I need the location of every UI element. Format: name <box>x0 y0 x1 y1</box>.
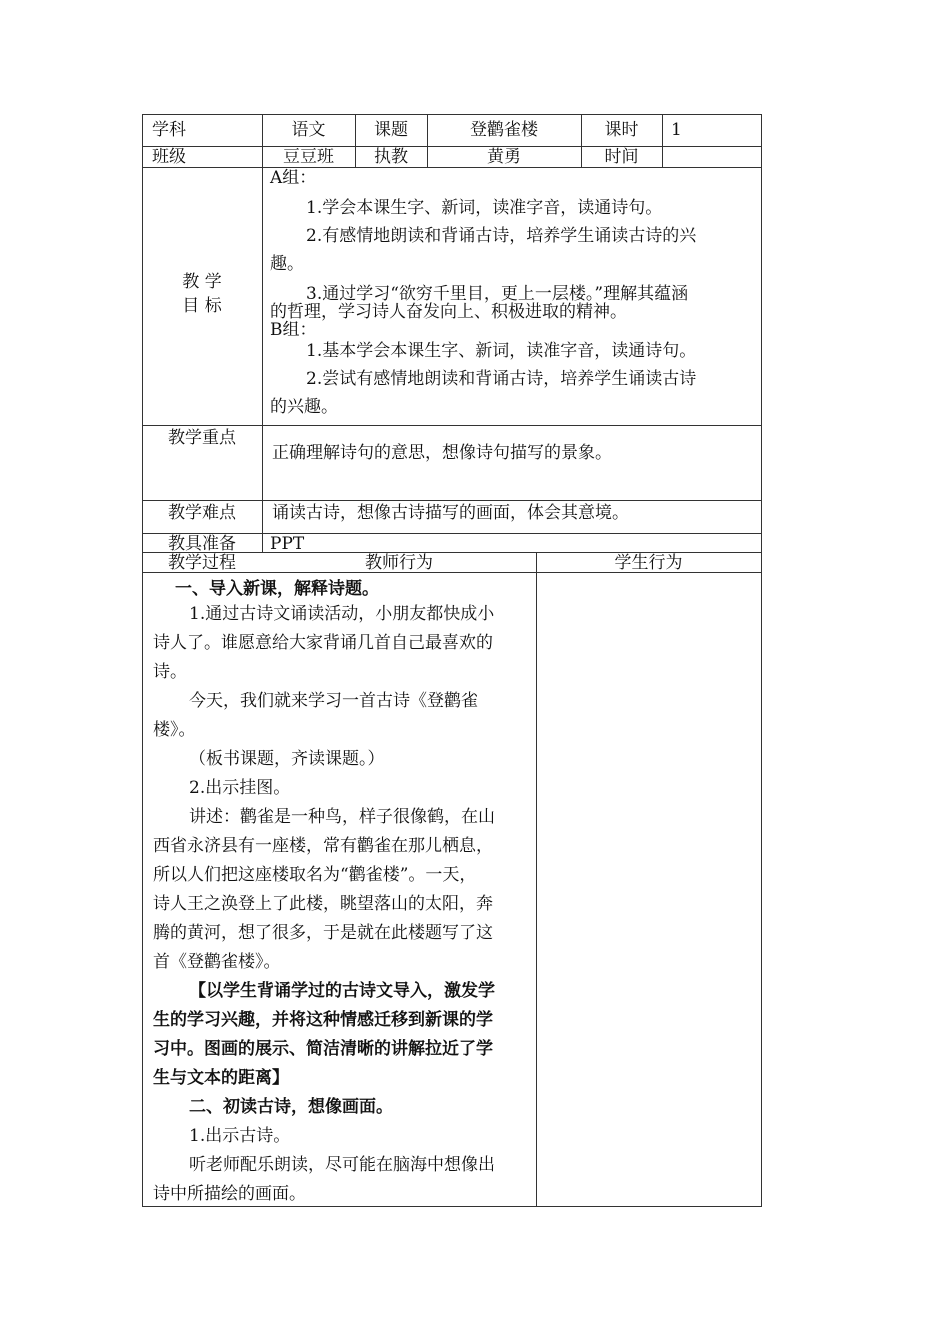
goal-b1: 1.基本学会本课生字、新词，读准字音，读通诗句。 <box>306 341 697 361</box>
process-line: 诗中所描绘的画面。 <box>153 1184 306 1204</box>
goals-label: 目 标 <box>182 296 222 316</box>
process-line: 腾的黄河，想了很多，于是就在此楼题写了这 <box>153 923 493 943</box>
process-line: 1.通过古诗文诵读活动，小朋友都快成小 <box>189 604 495 624</box>
process-line: 所以人们把这座楼取名为“鹳雀楼”。一天， <box>153 865 477 885</box>
difficulty-text: 诵读古诗，想像古诗描写的画面，体会其意境。 <box>272 503 629 523</box>
table-border <box>262 114 263 553</box>
teacher-column-header: 教师行为 <box>365 553 433 573</box>
design-note: 生的学习兴趣，并将这种情感迁移到新课的学 <box>153 1010 493 1030</box>
table-border <box>142 500 762 501</box>
focus-label: 教学重点 <box>168 428 236 448</box>
goal-a2: 趣。 <box>270 254 304 274</box>
group-b-title: B组： <box>270 320 317 340</box>
table-border <box>662 114 663 168</box>
section-heading: 二、初读古诗，想像画面。 <box>189 1097 393 1117</box>
table-border <box>142 425 762 426</box>
process-line: 首《登鹳雀楼》。 <box>153 952 281 972</box>
process-line: 诗。 <box>153 662 187 682</box>
table-border <box>761 114 762 1207</box>
process-line: 1.出示古诗。 <box>189 1126 291 1146</box>
subject-value: 语文 <box>291 120 326 140</box>
section-heading: 一、导入新课，解释诗题。 <box>175 579 379 599</box>
tools-text: PPT <box>270 534 305 554</box>
group-a-title: A组： <box>270 168 317 188</box>
process-line: 西省永济县有一座楼，常有鹳雀在那儿栖息， <box>153 836 493 856</box>
focus-text: 正确理解诗句的意思，想像诗句描写的景象。 <box>272 443 612 463</box>
design-note: 【以学生背诵学过的古诗文导入，激发学 <box>189 981 495 1001</box>
table-border <box>142 1206 762 1207</box>
goal-a2: 2.有感情地朗读和背诵古诗，培养学生诵读古诗的兴 <box>306 226 697 246</box>
process-line: 楼》。 <box>153 720 196 740</box>
process-line: 2.出示挂图。 <box>189 778 291 798</box>
tools-label: 教具准备 <box>168 534 236 554</box>
table-border <box>142 114 762 115</box>
goal-a3: 3.通过学习“欲穷千里目，更上一层楼。”理解其蕴涵 <box>306 284 689 304</box>
process-line: 听老师配乐朗读，尽可能在脑海中想像出 <box>189 1155 495 1175</box>
table-border <box>536 552 537 1207</box>
goals-label: 教 学 <box>182 272 222 292</box>
teacher-value: 黄勇 <box>487 147 521 167</box>
process-line: 今天，我们就来学习一首古诗《登鹳雀 <box>189 691 478 711</box>
time-label: 时间 <box>604 147 639 167</box>
process-line: 诗人了。谁愿意给大家背诵几首自己最喜欢的 <box>153 633 493 653</box>
design-note: 生与文本的距离】 <box>153 1068 289 1088</box>
subject-label: 学科 <box>152 120 186 140</box>
topic-value: 登鹳雀楼 <box>470 120 538 140</box>
goal-a3: 的哲理，学习诗人奋发向上、积极进取的精神。 <box>270 302 627 322</box>
class-value: 豆豆班 <box>283 147 334 167</box>
process-line: （板书课题，齐读课题。） <box>189 749 385 769</box>
student-column-header: 学生行为 <box>614 553 683 573</box>
difficulty-label: 教学难点 <box>168 503 236 523</box>
design-note: 习中。图画的展示、简洁清晰的讲解拉近了学 <box>153 1039 493 1059</box>
process-line: 诗人王之涣登上了此楼，眺望落山的太阳，奔 <box>153 894 493 914</box>
class-label: 班级 <box>152 147 186 167</box>
hours-value: 1 <box>671 120 682 140</box>
topic-label: 课题 <box>374 120 408 140</box>
teacher-label: 执教 <box>374 147 408 167</box>
goal-a1: 1.学会本课生字、新词，读准字音，读通诗句。 <box>306 198 663 218</box>
process-label: 教学过程 <box>168 553 236 573</box>
process-line: 讲述：鹳雀是一种鸟，样子很像鹤，在山 <box>189 807 495 827</box>
goal-b2: 的兴趣。 <box>270 397 338 417</box>
goal-b2: 2.尝试有感情地朗读和背诵古诗，培养学生诵读古诗 <box>306 369 697 389</box>
hours-label: 课时 <box>604 120 639 140</box>
table-border <box>142 167 762 168</box>
